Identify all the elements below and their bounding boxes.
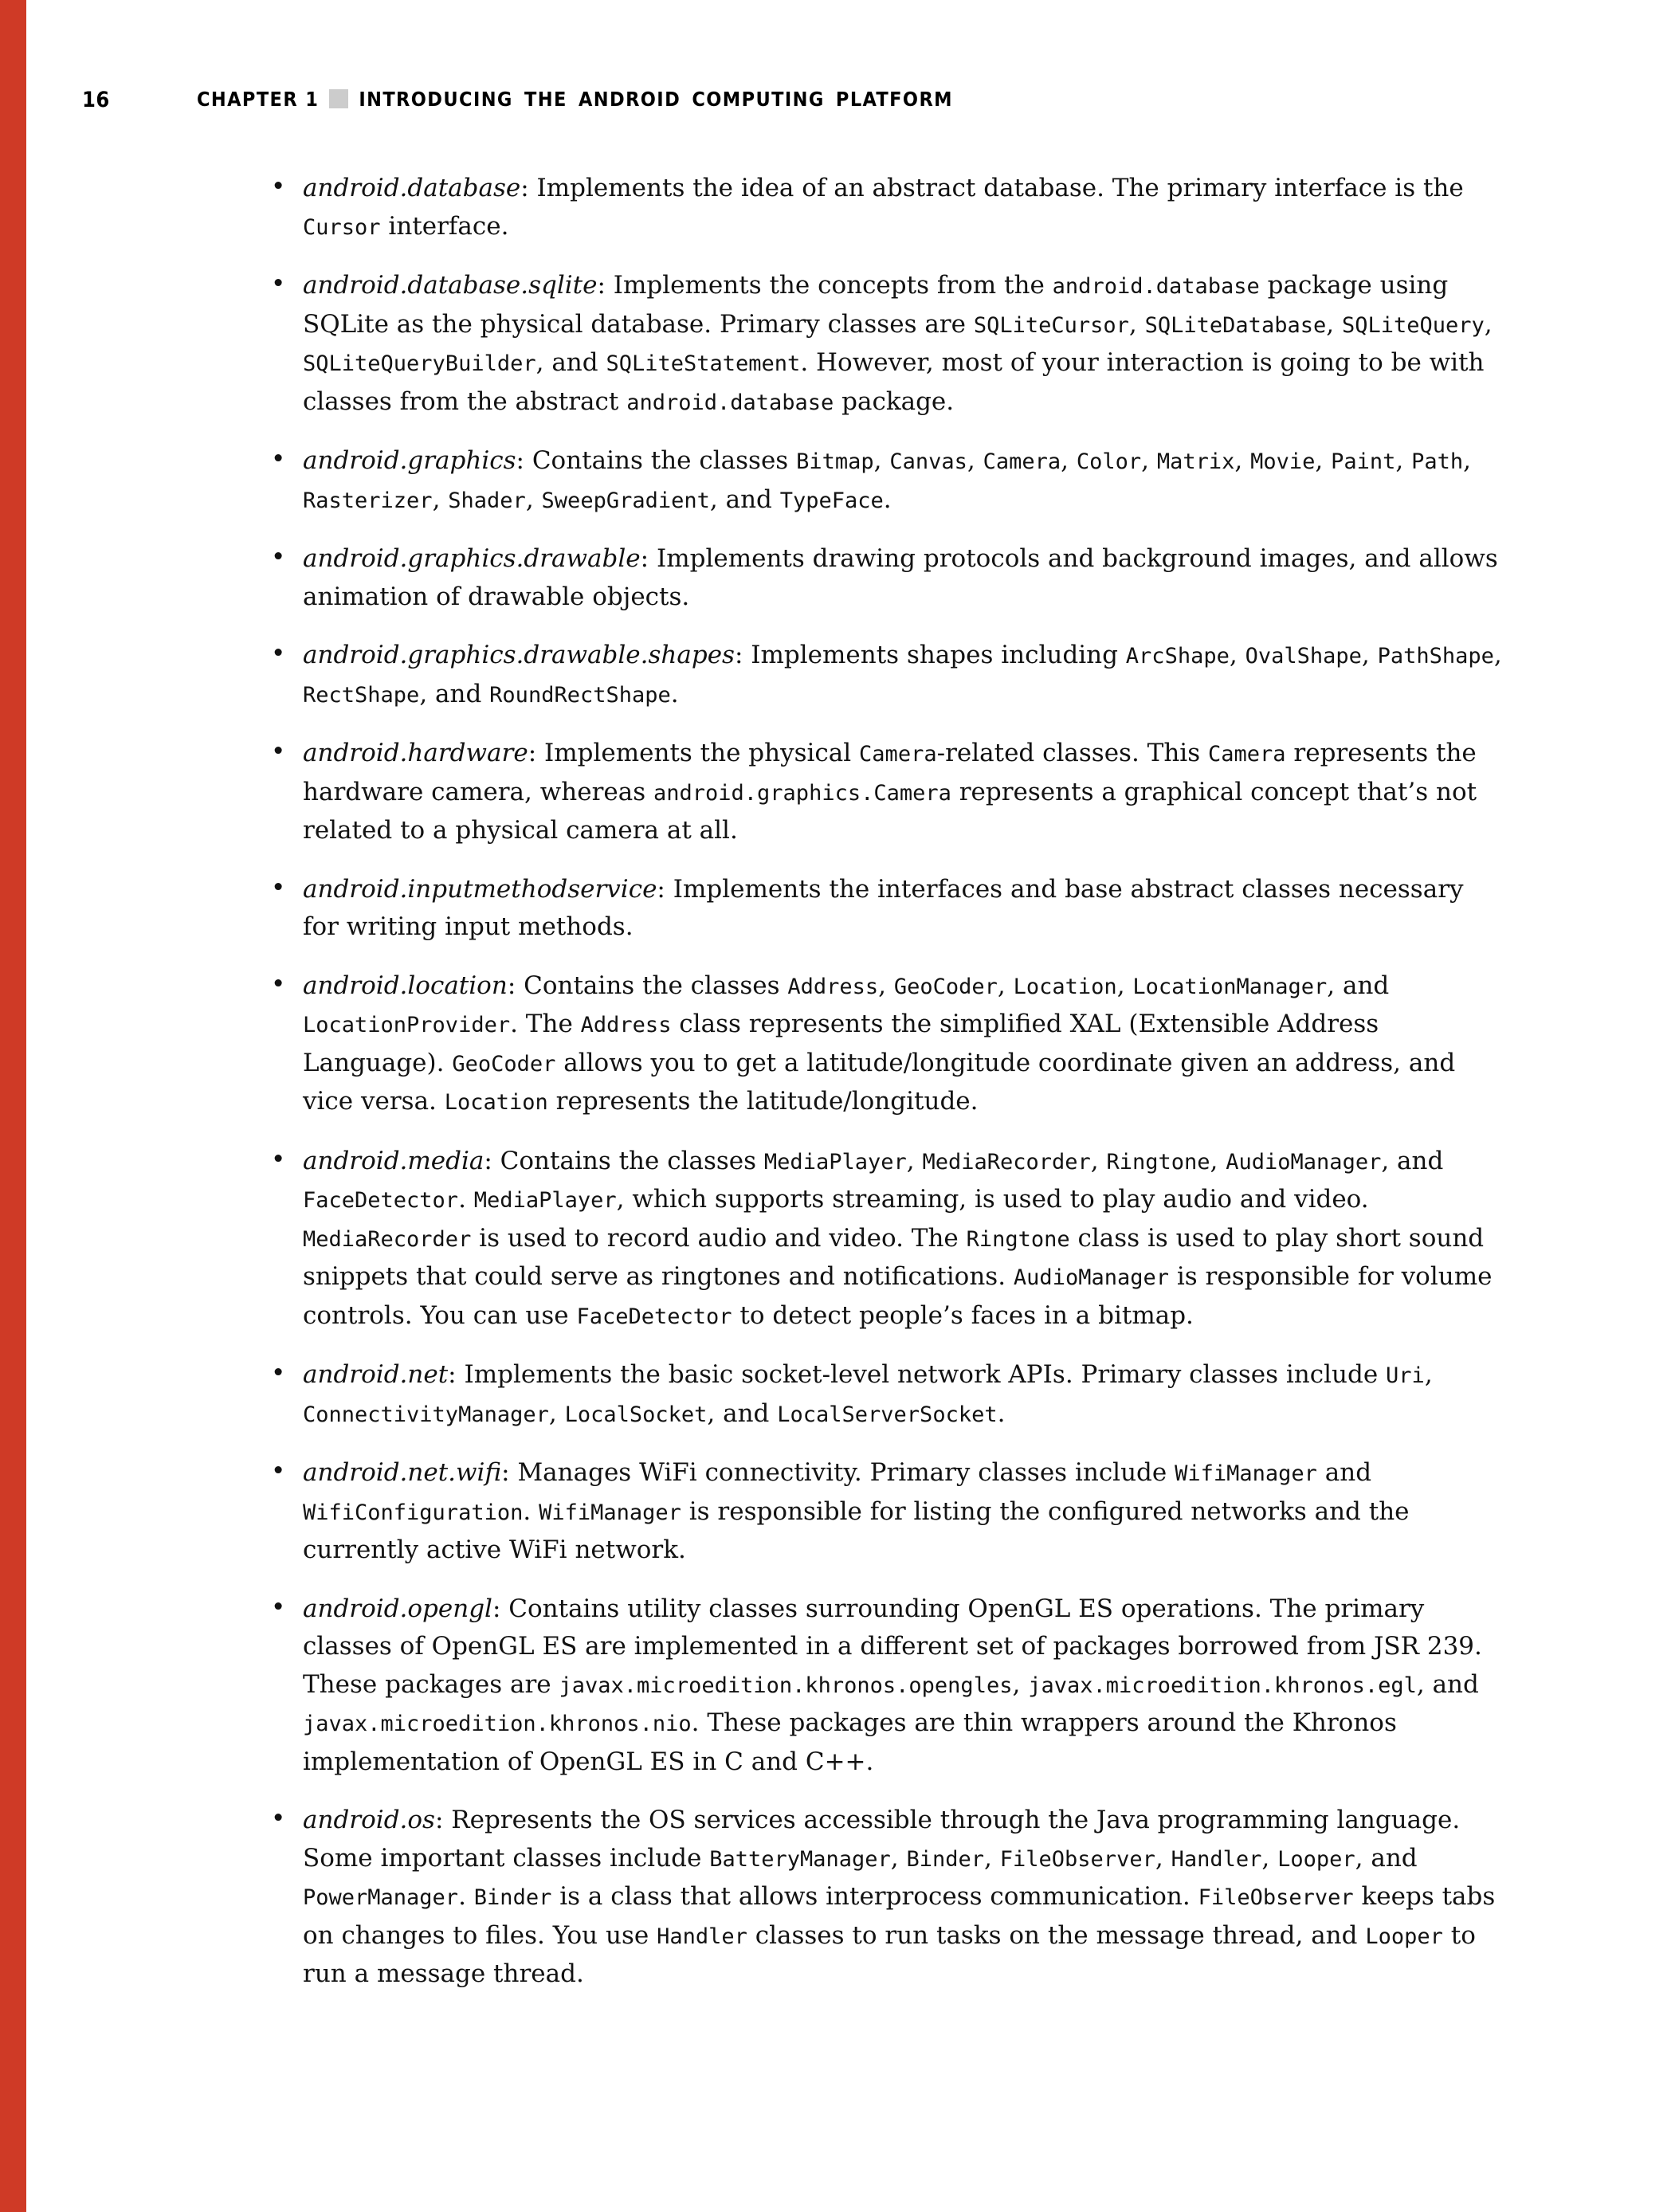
inline-text: , — [1234, 446, 1251, 475]
inline-text: , and — [1416, 1669, 1479, 1699]
inline-text: , — [890, 1843, 907, 1873]
chapter-title: INTRODUCING THE ANDROID COMPUTING PLATFORM — [359, 88, 953, 111]
inline-text: , — [1261, 1843, 1278, 1873]
inline-code: FaceDetector — [576, 1304, 732, 1329]
inline-text: , — [1395, 446, 1412, 475]
inline-code: FileObserver — [999, 1846, 1155, 1872]
inline-code: LocalServerSocket — [777, 1402, 998, 1427]
inline-code: Rasterizer — [303, 488, 433, 513]
inline-code: Ringtone — [966, 1226, 1070, 1252]
inline-text: represents the hardware camera, whereas — [303, 739, 1477, 806]
inline-code: Address — [580, 1013, 672, 1037]
package-description — [303, 1806, 1495, 1988]
inline-text: represents the latitude/longitude. — [547, 1087, 979, 1116]
inline-text: : Implements shapes including — [734, 641, 1126, 669]
inline-text: , and — [709, 484, 780, 514]
inline-text: : Implements the basic socket-level network APIs. Primary classes include — [448, 1360, 1387, 1389]
inline-text: : Implements the physical — [528, 739, 860, 767]
inline-code: BatteryManager — [709, 1846, 891, 1872]
inline-code: AudioManager — [1226, 1149, 1382, 1175]
list-item — [271, 1590, 1502, 1782]
inline-code: Location — [444, 1090, 548, 1115]
inline-text: , — [1141, 446, 1157, 475]
inline-text: , — [1315, 446, 1332, 475]
inline-text: : Implements the concepts from the — [597, 271, 1053, 300]
inline-text: allows you to get a latitude/longitude coordinate given an address, and vice versa. — [303, 1048, 1456, 1116]
inline-text: , — [1090, 1146, 1107, 1175]
inline-code: Uri — [1386, 1363, 1425, 1388]
inline-text: : Implements drawing protocols and background images, and allows animation of drawable objects. — [303, 544, 1498, 611]
inline-text: : Implements the interfaces and base abstract classes necessary for writing input methods. — [303, 874, 1464, 941]
inline-text: represents a graphical concept that’s not related to a physical camera at all. — [303, 777, 1477, 845]
package-name: android.inputmethodservice — [303, 874, 657, 904]
inline-text: is a class that allows interprocess communication. — [551, 1882, 1198, 1911]
inline-text: , — [1116, 971, 1133, 1000]
package-name: android.net.wifi — [303, 1458, 502, 1487]
inline-text: . — [523, 1496, 539, 1526]
list-item — [271, 1356, 1502, 1433]
inline-code: SQLiteQueryBuilder — [303, 351, 536, 376]
page-body — [271, 170, 1502, 2014]
inline-code: GeoCoder — [452, 1051, 556, 1077]
bullet-icon: • — [271, 172, 286, 201]
inline-code: Binder — [473, 1885, 552, 1910]
inline-text: , — [1210, 1146, 1226, 1175]
inline-text: . — [670, 679, 679, 708]
inline-text: , — [997, 971, 1014, 1000]
inline-code: FaceDetector — [303, 1188, 459, 1213]
inline-code: WifiManager — [539, 1500, 681, 1525]
inline-code: SQLiteCursor — [973, 312, 1129, 338]
inline-text: : Contains utility classes surrounding OpenGL ES operations. The primary classes of OpenGL ES are implemented in a different set of packages borrowed from JSR 239. These packages are — [303, 1594, 1482, 1699]
list-item — [271, 1454, 1502, 1570]
inline-text: class is used to play short sound snippets that could serve as ringtones and notifications. — [303, 1223, 1485, 1291]
inline-code: MediaPlayer — [473, 1188, 617, 1213]
package-list — [271, 170, 1502, 1994]
list-item — [271, 442, 1502, 520]
list-item — [271, 967, 1502, 1122]
inline-text: is responsible for listing the configured networks and the currently active WiFi network. — [303, 1496, 1410, 1564]
inline-text: , — [878, 971, 894, 1000]
bullet-icon: • — [271, 1592, 286, 1622]
inline-code: Bitmap — [796, 449, 874, 474]
inline-text: : Manages WiFi connectivity. Primary classes include — [501, 1458, 1175, 1487]
package-name: android.opengl — [303, 1594, 492, 1623]
inline-text: . These packages are thin wrappers around the Khronos implementation of OpenGL ES in C and C++. — [303, 1708, 1397, 1776]
chapter-label: CHAPTER 1 — [197, 88, 320, 111]
inline-text: is used to record audio and video. The — [471, 1223, 967, 1253]
inline-code: Shader — [448, 488, 526, 513]
inline-code: PowerManager — [303, 1885, 459, 1910]
inline-text: package. — [834, 386, 955, 416]
inline-text: , — [1061, 446, 1077, 475]
inline-code: SQLiteStatement — [606, 351, 801, 376]
inline-code: Movie — [1250, 449, 1316, 474]
package-name: android.database — [303, 174, 521, 202]
chapter-row — [197, 88, 953, 111]
list-item — [271, 1802, 1502, 1994]
package-name: android.media — [303, 1146, 484, 1175]
list-item — [271, 267, 1502, 422]
inline-code: javax.microedition.khronos.nio — [303, 1712, 692, 1736]
inline-code: Camera — [983, 449, 1061, 474]
inline-code: MediaRecorder — [303, 1226, 472, 1252]
page-edge-stripe — [0, 0, 26, 2212]
package-name: android.graphics.drawable.shapes — [303, 641, 735, 669]
square-divider-icon — [329, 89, 348, 108]
inline-code: LocationManager — [1132, 974, 1328, 999]
list-item — [271, 170, 1502, 246]
inline-code: LocalSocket — [564, 1402, 708, 1427]
inline-text: keeps tabs on changes to files. You use — [303, 1882, 1496, 1950]
inline-code: Handler — [657, 1924, 747, 1949]
page-header — [0, 88, 1675, 115]
package-name: android.database.sqlite — [303, 271, 598, 300]
inline-text: , — [906, 1146, 923, 1175]
bullet-icon: • — [271, 445, 286, 473]
inline-code: SQLiteQuery — [1341, 312, 1485, 338]
inline-text: , and — [1327, 971, 1390, 1000]
inline-text: , which supports streaming, is used to play audio and video. — [616, 1185, 1369, 1214]
inline-code: AudioManager — [1013, 1265, 1169, 1290]
inline-text: package using SQLite as the physical database. Primary classes are — [303, 271, 1449, 339]
inline-code: SweepGradient — [541, 488, 710, 513]
inline-text: , — [1463, 446, 1472, 475]
package-name: android.hardware — [303, 739, 528, 767]
inline-code: Path — [1411, 449, 1464, 474]
inline-text: , — [1128, 309, 1145, 339]
list-item — [271, 735, 1502, 850]
inline-text: , — [1493, 641, 1502, 669]
inline-code: Binder — [906, 1846, 985, 1872]
list-item — [271, 540, 1502, 616]
bullet-icon: • — [271, 737, 286, 766]
inline-code: Location — [1013, 974, 1117, 999]
inline-code: Handler — [1171, 1846, 1262, 1872]
inline-text: -related classes. This — [936, 739, 1208, 767]
inline-text: , and — [535, 348, 606, 377]
inline-code: GeoCoder — [893, 974, 998, 999]
inline-code: WifiManager — [1175, 1461, 1317, 1486]
inline-text: , and — [1355, 1843, 1418, 1873]
inline-code: WifiConfiguration — [303, 1500, 524, 1525]
inline-text: , — [984, 1843, 1000, 1873]
inline-code: MediaRecorder — [922, 1149, 1091, 1175]
inline-text: , — [525, 484, 542, 514]
list-item — [271, 1143, 1502, 1336]
package-name: android.net — [303, 1360, 449, 1389]
inline-text: : Contains the classes — [484, 1146, 764, 1175]
package-name: android.graphics.drawable — [303, 544, 641, 573]
list-item — [271, 871, 1502, 947]
bullet-icon: • — [271, 1804, 286, 1833]
bullet-icon: • — [271, 269, 286, 298]
inline-text: , — [1424, 1360, 1433, 1389]
package-name: android.location — [303, 971, 508, 1000]
inline-code: Cursor — [303, 214, 381, 240]
inline-text: : Represents the OS services accessible through the Java programming language. Some important classes include — [303, 1806, 1461, 1873]
inline-text: , and — [419, 679, 490, 708]
inline-text: . — [997, 1398, 1006, 1428]
package-name: android.os — [303, 1806, 435, 1834]
inline-code: SQLiteDatabase — [1144, 312, 1327, 338]
package-description — [303, 1360, 1433, 1428]
inline-code: OvalShape — [1245, 644, 1362, 669]
inline-text: , — [432, 484, 449, 514]
inline-code: android.database — [626, 390, 834, 415]
inline-text: . The — [510, 1010, 581, 1038]
inline-code: Canvas — [889, 449, 967, 474]
bullet-icon: • — [271, 1457, 286, 1485]
inline-code: TypeFace — [779, 488, 884, 513]
inline-code: Color — [1076, 449, 1142, 474]
inline-text: , — [1155, 1843, 1171, 1873]
inline-text: . — [458, 1882, 474, 1911]
bullet-icon: • — [271, 969, 286, 998]
inline-text: , — [1326, 309, 1342, 339]
inline-text: . However, most of your interaction is going to be with classes from the abstract — [303, 348, 1485, 416]
inline-code: RoundRectShape — [489, 682, 671, 708]
inline-code: android.database — [1052, 274, 1260, 299]
inline-code: Paint — [1331, 449, 1396, 474]
inline-text: classes to run tasks on the message thread, and — [747, 1920, 1366, 1950]
inline-text: to detect people’s faces in a bitmap. — [732, 1300, 1194, 1330]
inline-code: ConnectivityManager — [303, 1402, 549, 1427]
inline-text: , — [873, 446, 890, 475]
inline-text: , and — [707, 1398, 778, 1428]
inline-text: , — [548, 1398, 565, 1428]
list-item — [271, 637, 1502, 714]
inline-code: Looper — [1277, 1846, 1355, 1872]
inline-code: FileObserver — [1198, 1885, 1354, 1910]
inline-text: : Contains the classes — [507, 971, 788, 1000]
page-number: 16 — [82, 88, 110, 112]
bullet-icon: • — [271, 1359, 286, 1387]
bullet-icon: • — [271, 873, 286, 902]
inline-code: javax.microedition.khronos.egl — [1028, 1673, 1417, 1698]
inline-text: , — [967, 446, 983, 475]
inline-code: javax.microedition.khronos.opengles — [559, 1673, 1013, 1698]
package-name: android.graphics — [303, 446, 516, 475]
inline-text: : Contains the classes — [516, 446, 797, 475]
inline-code: LocationProvider — [303, 1013, 511, 1037]
inline-text: . — [883, 484, 892, 514]
inline-text: , and — [1381, 1146, 1444, 1175]
inline-code: PathShape — [1377, 644, 1494, 669]
inline-text: , — [1484, 309, 1493, 339]
inline-text: , — [1229, 641, 1245, 669]
inline-text: , — [1012, 1669, 1029, 1699]
inline-code: Camera — [859, 742, 937, 767]
bullet-icon: • — [271, 1144, 286, 1174]
inline-text: : Implements the idea of an abstract database. The primary interface is the — [520, 174, 1464, 202]
bullet-icon: • — [271, 543, 286, 571]
inline-text: is responsible for volume controls. You can use — [303, 1262, 1493, 1330]
inline-code: Looper — [1365, 1924, 1443, 1949]
inline-code: Ringtone — [1106, 1149, 1210, 1175]
bullet-icon: • — [271, 639, 286, 668]
inline-text: and — [1316, 1458, 1372, 1487]
inline-code: MediaPlayer — [763, 1149, 907, 1175]
inline-text: to run a message thread. — [303, 1920, 1476, 1988]
inline-text: , — [1361, 641, 1378, 669]
inline-code: ArcShape — [1125, 644, 1230, 669]
inline-code: Address — [787, 974, 879, 999]
inline-code: RectShape — [303, 682, 420, 708]
inline-code: Camera — [1208, 742, 1286, 767]
inline-text: class represents the simplified XAL (Extensible Address Language). — [303, 1010, 1379, 1077]
inline-text: interface. — [380, 211, 509, 241]
inline-code: android.graphics.Camera — [653, 780, 951, 806]
inline-text: . — [458, 1185, 474, 1214]
inline-code: Matrix — [1156, 449, 1235, 474]
